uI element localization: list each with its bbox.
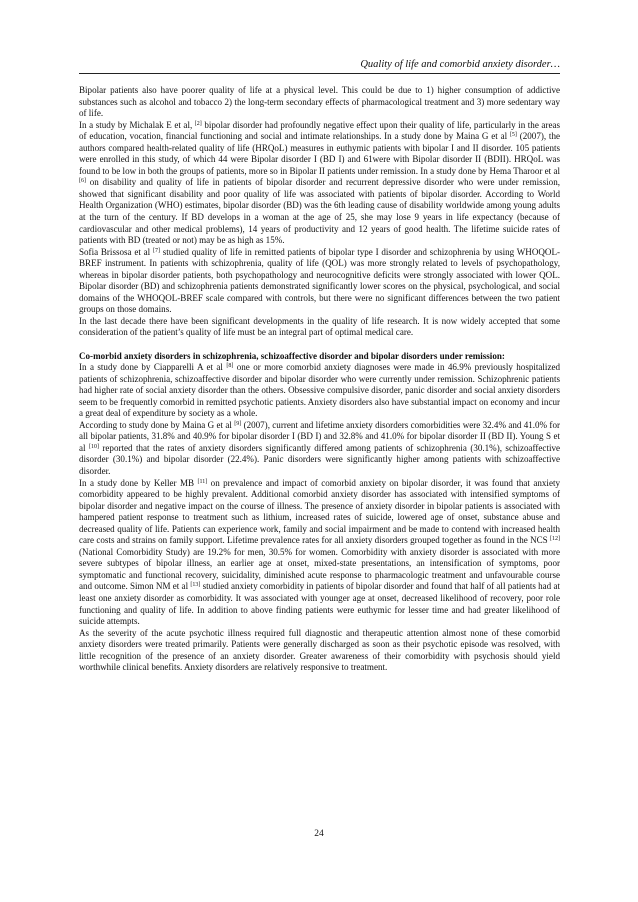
paragraph-physical-qol: Bipolar patients also have poorer quality of life at a physical level. This could be due to 1) higher consumption of addictive substances such as alcohol and tobacco 2) the long-term secondary effects of pharmacological treatment and 3) more sedentary way of life.	[79, 85, 560, 119]
citation-ref: [12]	[550, 536, 560, 543]
paragraph-text: reported that the rates of anxiety disorders significantly differed among patients of schizophrenia (30.1%), schizoaffective disorder (30.1%) and bipolar disorder (22.4%). Panic disorders were significantly higher among patients with schizoaffective disorder.	[79, 442, 561, 476]
citation-ref: [7]	[152, 247, 160, 254]
citation-ref: [10]	[88, 443, 99, 450]
paragraph-text: According to study done by Maina G et al	[79, 419, 235, 430]
citation-ref: [2]	[194, 120, 202, 127]
paragraph-text: In a study done by Ciapparelli A et al	[79, 362, 227, 373]
paragraph-maina-study	[79, 420, 560, 478]
citation-ref: [13]	[190, 582, 201, 589]
section-heading: Co-morbid anxiety disorders in schizophrenia, schizoaffective disorder and bipolar disorders under remission:	[79, 350, 505, 361]
citation-ref: [6]	[79, 178, 86, 185]
paragraph-text: Sofia Brissosa et al	[79, 246, 153, 257]
paragraph-text: In a study done by Keller MB	[79, 477, 198, 488]
paragraph-text: on disability and quality of life in patients of bipolar disorder and recurrent depressive disorder who were under remission, showed that significant disability and poor quality of life was associated with patients of bipolar disorder. According to World Health Organization (WHO) estimates, bipolar disorder (BD) was the 6th leading cause of disability worldwide among young adults at the turn of the century. If BD develops in a woman at the age of 25, she may lose 9 years in life expectancy (because of cardiovascular and other medical problems), 14 years of productivity and 12 years of good health. The lifetime suicide rates of patients with BD (treated or not) may be as high as 15%.	[79, 177, 560, 246]
paragraph-keller-study	[79, 478, 560, 628]
running-header	[79, 58, 560, 74]
paragraph-text: studied anxiety comorbidity in patients of bipolar disorder and found that half of all patients had at least one anxiety disorder as comorbidity. It was associated with younger age at onset, decreased likelihood of recovery, poor role functioning and quality of life. In addition to above finding patients were euthymic for lesser time and had greater likelihood of suicide attempts.	[79, 581, 561, 627]
paragraph-text: bipolar disorder had profoundly negative effect upon their quality of life, particularly in the areas of education, vocation, financial functioning and social and intimate relationships. In a study done by Maina G et al	[79, 119, 560, 142]
paragraph-michalak-study	[79, 120, 560, 247]
running-title: Quality of life and comorbid anxiety disorder…	[360, 59, 560, 70]
paragraph-text: studied quality of life in remitted patients of bipolar type I disorder and schizophrenia by using WHOQOL-BREF instrument. In patients with schizophrenia, quality of life (QOL) was more strongly related to levels of psychopathology, whereas in bipolar disorder patients, both psychopathology and neurocognitive deficits were strongly associated with lower QOL. Bipolar disorder (BD) and schizophrenia patients demonstrated significantly lower scores on the physical, psychological, and social domains of the WHOQOL-BREF scale compared with controls, but there were no significant differences between the two patient groups on those domains.	[79, 246, 560, 315]
paragraph-brissosa-study	[79, 247, 560, 316]
citation-ref: [5]	[509, 132, 517, 139]
citation-ref: [11]	[197, 478, 208, 485]
paragraph-text: one or more comorbid anxiety diagnoses were made in 46.9% previously hospitalized patients of schizophrenia, schizoaffective disorder and bipolar disorder who were currently under remission. Schizophrenic patients had higher rate of social anxiety disorder than the others. Obsessive compulsive disorder, panic disorder and social anxiety disorders seem to be frequently comorbid in remitted psychotic patients. Anxiety disorders also have substantial impact on economy and incur a great deal of expenditure by society as a whole.	[79, 362, 560, 419]
paragraph-qol-research: In the last decade there have been significant developments in the quality of life research. It is now widely accepted that some consideration of the patient’s quality of life must be an integral part of optimal medical care.	[79, 315, 560, 338]
paragraph-treatment-awareness: As the severity of the acute psychotic illness required full diagnostic and therapeutic attention almost none of these comorbid anxiety disorders were treated primarily. Patients were generally discharged as soon as their psychotic episode was resolved, with little recognition of the presence of an anxiety disorder. Greater awareness of their comorbidity with psychosis should yield worthwhile clinical benefits. Anxiety disorders are relatively responsive to treatment.	[79, 627, 560, 673]
paragraph-text: In a study by Michalak E et al,	[79, 119, 195, 130]
paragraph-text: (National Comorbidity Study) are 19.2% for men, 30.5% for women. Comorbidity with anxiety disorder is associated with more severe subtypes of bipolar illness, an earlier age at onset, mixed-state presentations, an intensification of symptoms, poor symptomatic and functional recovery, suicidality, diminished acute response to pharmacologic treatment and unfavourable course and outcome. Simon NM et al	[79, 546, 560, 592]
page-number: 24	[314, 829, 324, 839]
paragraph-text: on prevalence and impact of comorbid anxiety on bipolar disorder, it was found that anxiety comorbidity appeared to be highly prevalent. Additional comorbid anxiety disorder has associated with intensified symptoms of bipolar disorder and negative impact on the course of illness. The presence of anxiety disorder in bipolar patients is associated with hampered patient response to treatment such as lithium, increased rates of suicide, lowered age of onset, substance abuse and decreased quality of life. Patients can experience work, family and social impairment and be made to contend with increased health care costs and strains on family support. Lifetime prevalence rates for all anxiety disorders grouped together as found in the NCS	[79, 477, 560, 546]
citation-ref: [9]	[234, 420, 242, 427]
paragraph-text: (2007), current and lifetime anxiety disorders comorbidities were 32.4% and 41.0% for all bipolar patients, 31.8% and 40.9% for bipolar disorder I (BD I) and 32.8% and 41.0% for bipolar disorder II (BD II). Young S et al	[79, 419, 560, 453]
paragraph-text: (2007), the authors compared health-related quality of life (HRQoL) measures in euthymic patients with bipolar I and II disorder. 105 patients were enrolled in this study, of which 44 were Bipolar disorder I (BD I) and 61were with Bipolar disorder II (BDII). HRQoL was found to be low in both the groups of patients, more so in Bipolar II patients under remission. In a study done by Hema Tharoor et al	[79, 131, 560, 176]
main-text	[79, 85, 560, 674]
paragraph-ciapparelli-study	[79, 362, 560, 420]
citation-ref: [8]	[226, 363, 234, 370]
